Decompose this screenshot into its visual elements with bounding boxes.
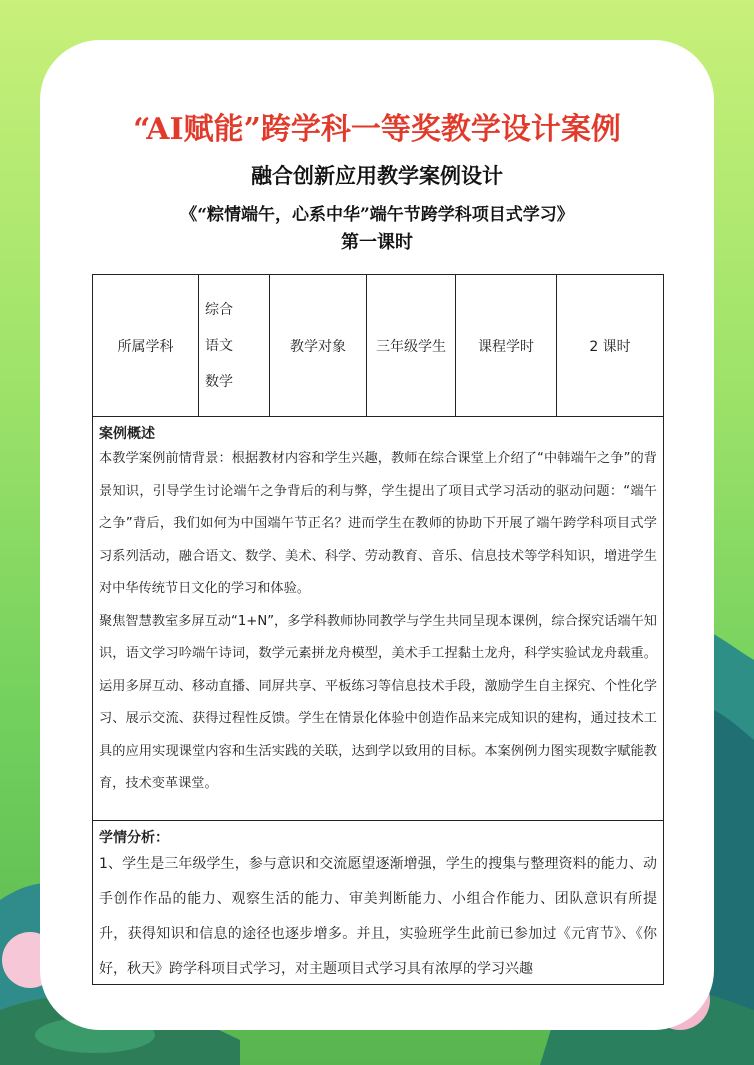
subject-item: 综合: [205, 301, 233, 318]
analysis-heading: 学情分析：: [99, 830, 169, 846]
subject-item: 数学: [205, 373, 233, 390]
overview-paragraph: 本教学案例前情背景：根据教材内容和学生兴趣，教师在综合课堂上介绍了“中韩端午之争”的背景知识，引导学生讨论端午之争背后的利与弊，学生提出了项目式学习活动的驱动问题：“端午之争”背后，我们如何为中国端午节正名？进而学生在教师的协助下开展了端午跨学科项目式学习系列活动，融合语文、数学、美术、科学、劳动教育、音乐、信息技术等学科知识，增进学生对中华传统节日文化的学习和体验。: [99, 451, 657, 596]
case-title: 《“粽情端午，心系中华”端午节跨学科项目式学习》: [180, 205, 574, 225]
hours-label: 课程学时: [456, 275, 557, 417]
analysis-paragraph: 1、学生是三年级学生，参与意识和交流愿望逐渐增强，学生的搜集与整理资料的能力、动手创作作品的能力、观察生活的能力、审美判断能力、小组合作能力、团队意识有所提升，获得知识和信息的途径也逐步增多。并且，实验班学生此前已参加过《元宵节》、《你好，秋天》跨学科项目式学习，对主题项目式学习具有浓厚的学习兴趣: [99, 856, 657, 977]
audience-label: 教学对象: [270, 275, 367, 417]
overview-heading: 案例概述: [99, 426, 155, 442]
info-table: [92, 274, 664, 417]
subjects-cell: [199, 275, 270, 417]
document-subtitle: 融合创新应用教学案例设计: [251, 163, 503, 188]
overview-paragraph: 聚焦智慧教室多屏互动“1+N”，多学科教师协同教学与学生共同呈现本课例，综合探究话端午知识，语文学习吟端午诗词，数学元素拼龙舟模型，美术手工捏黏土龙舟，科学实验试龙舟载重。运用多屏互动、移动直播、同屏共享、平板练习等信息技术手段，激励学生自主探究、个性化学习、展示交流、获得过程性反馈。学生在情景化体验中创造作品来完成知识的建构，通过技术工具的应用实现课堂内容和生活实践的关联，达到学以致用的目标。本案例例力图实现数字赋能教育，技术变革课堂。: [99, 613, 657, 791]
hours-value: 2 课时: [557, 275, 664, 417]
overview-section: [92, 416, 664, 823]
lesson-label: 第一课时: [341, 232, 413, 253]
analysis-section: [92, 820, 664, 985]
subject-label: 所属学科: [93, 275, 199, 417]
subject-item: 语文: [205, 337, 233, 354]
main-title: “AI赋能”跨学科一等奖教学设计案例: [133, 112, 621, 147]
audience-value: 三年级学生: [367, 275, 456, 417]
